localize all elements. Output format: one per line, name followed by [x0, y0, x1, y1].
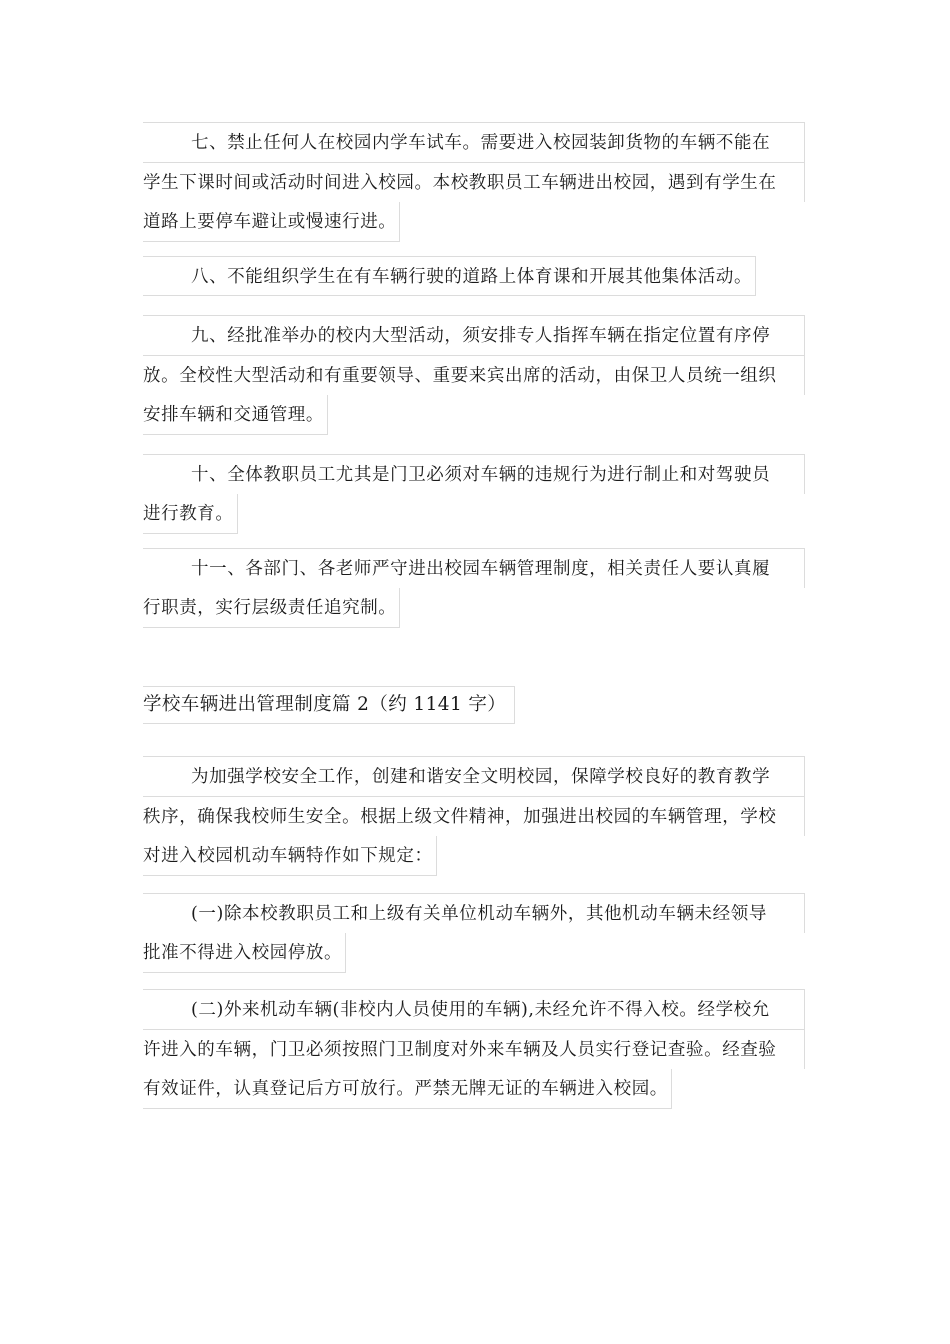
paragraph-line: 有效证件，认真登记后方可放行。严禁无牌无证的车辆进入校园。	[143, 1069, 672, 1109]
paragraph-line: 秩序，确保我校师生安全。根据上级文件精神，加强进出校园的车辆管理，学校	[143, 796, 805, 836]
paragraph-rule-8	[143, 256, 805, 296]
paragraph-line: 为加强学校安全工作，创建和谐安全文明校园，保障学校良好的教育教学	[143, 756, 805, 796]
paragraph-rule-7	[143, 122, 805, 242]
paragraph-line: 进行教育。	[143, 494, 238, 534]
paragraph-line: 批准不得进入校园停放。	[143, 933, 346, 973]
paragraph-line: 道路上要停车避让或慢速行进。	[143, 202, 400, 242]
paragraph-intro	[143, 756, 805, 876]
paragraph-line: 许进入的车辆，门卫必须按照门卫制度对外来车辆及人员实行登记查验。经查验	[143, 1029, 805, 1069]
paragraph-line: 十、全体教职员工尤其是门卫必须对车辆的违规行为进行制止和对驾驶员	[143, 454, 805, 494]
paragraph-line: 安排车辆和交通管理。	[143, 395, 328, 435]
paragraph-line: 九、经批准举办的校内大型活动，须安排专人指挥车辆在指定位置有序停	[143, 315, 805, 355]
section-heading: 学校车辆进出管理制度篇 2（约 1141 字）	[143, 686, 515, 724]
paragraph-rule-11	[143, 548, 805, 628]
paragraph-line: 学生下课时间或活动时间进入校园。本校教职员工车辆进出校园，遇到有学生在	[143, 162, 805, 202]
paragraph-line: 对进入校园机动车辆特作如下规定：	[143, 836, 437, 876]
paragraph-line: 七、禁止任何人在校园内学车试车。需要进入校园装卸货物的车辆不能在	[143, 122, 805, 162]
paragraph-line: (一)除本校教职员工和上级有关单位机动车辆外，其他机动车辆未经领导	[143, 893, 805, 933]
paragraph-rule-10	[143, 454, 805, 534]
paragraph-item-1	[143, 893, 805, 973]
paragraph-item-2	[143, 989, 805, 1109]
paragraph-line: 十一、各部门、各老师严守进出校园车辆管理制度，相关责任人要认真履	[143, 548, 805, 588]
paragraph-line: 八、不能组织学生在有车辆行驶的道路上体育课和开展其他集体活动。	[143, 256, 756, 296]
paragraph-line: (二)外来机动车辆(非校内人员使用的车辆),未经允许不得入校。经学校允	[143, 989, 805, 1029]
paragraph-line: 行职责，实行层级责任追究制。	[143, 588, 400, 628]
paragraph-rule-9	[143, 315, 805, 435]
paragraph-line: 放。全校性大型活动和有重要领导、重要来宾出席的活动，由保卫人员统一组织	[143, 355, 805, 395]
